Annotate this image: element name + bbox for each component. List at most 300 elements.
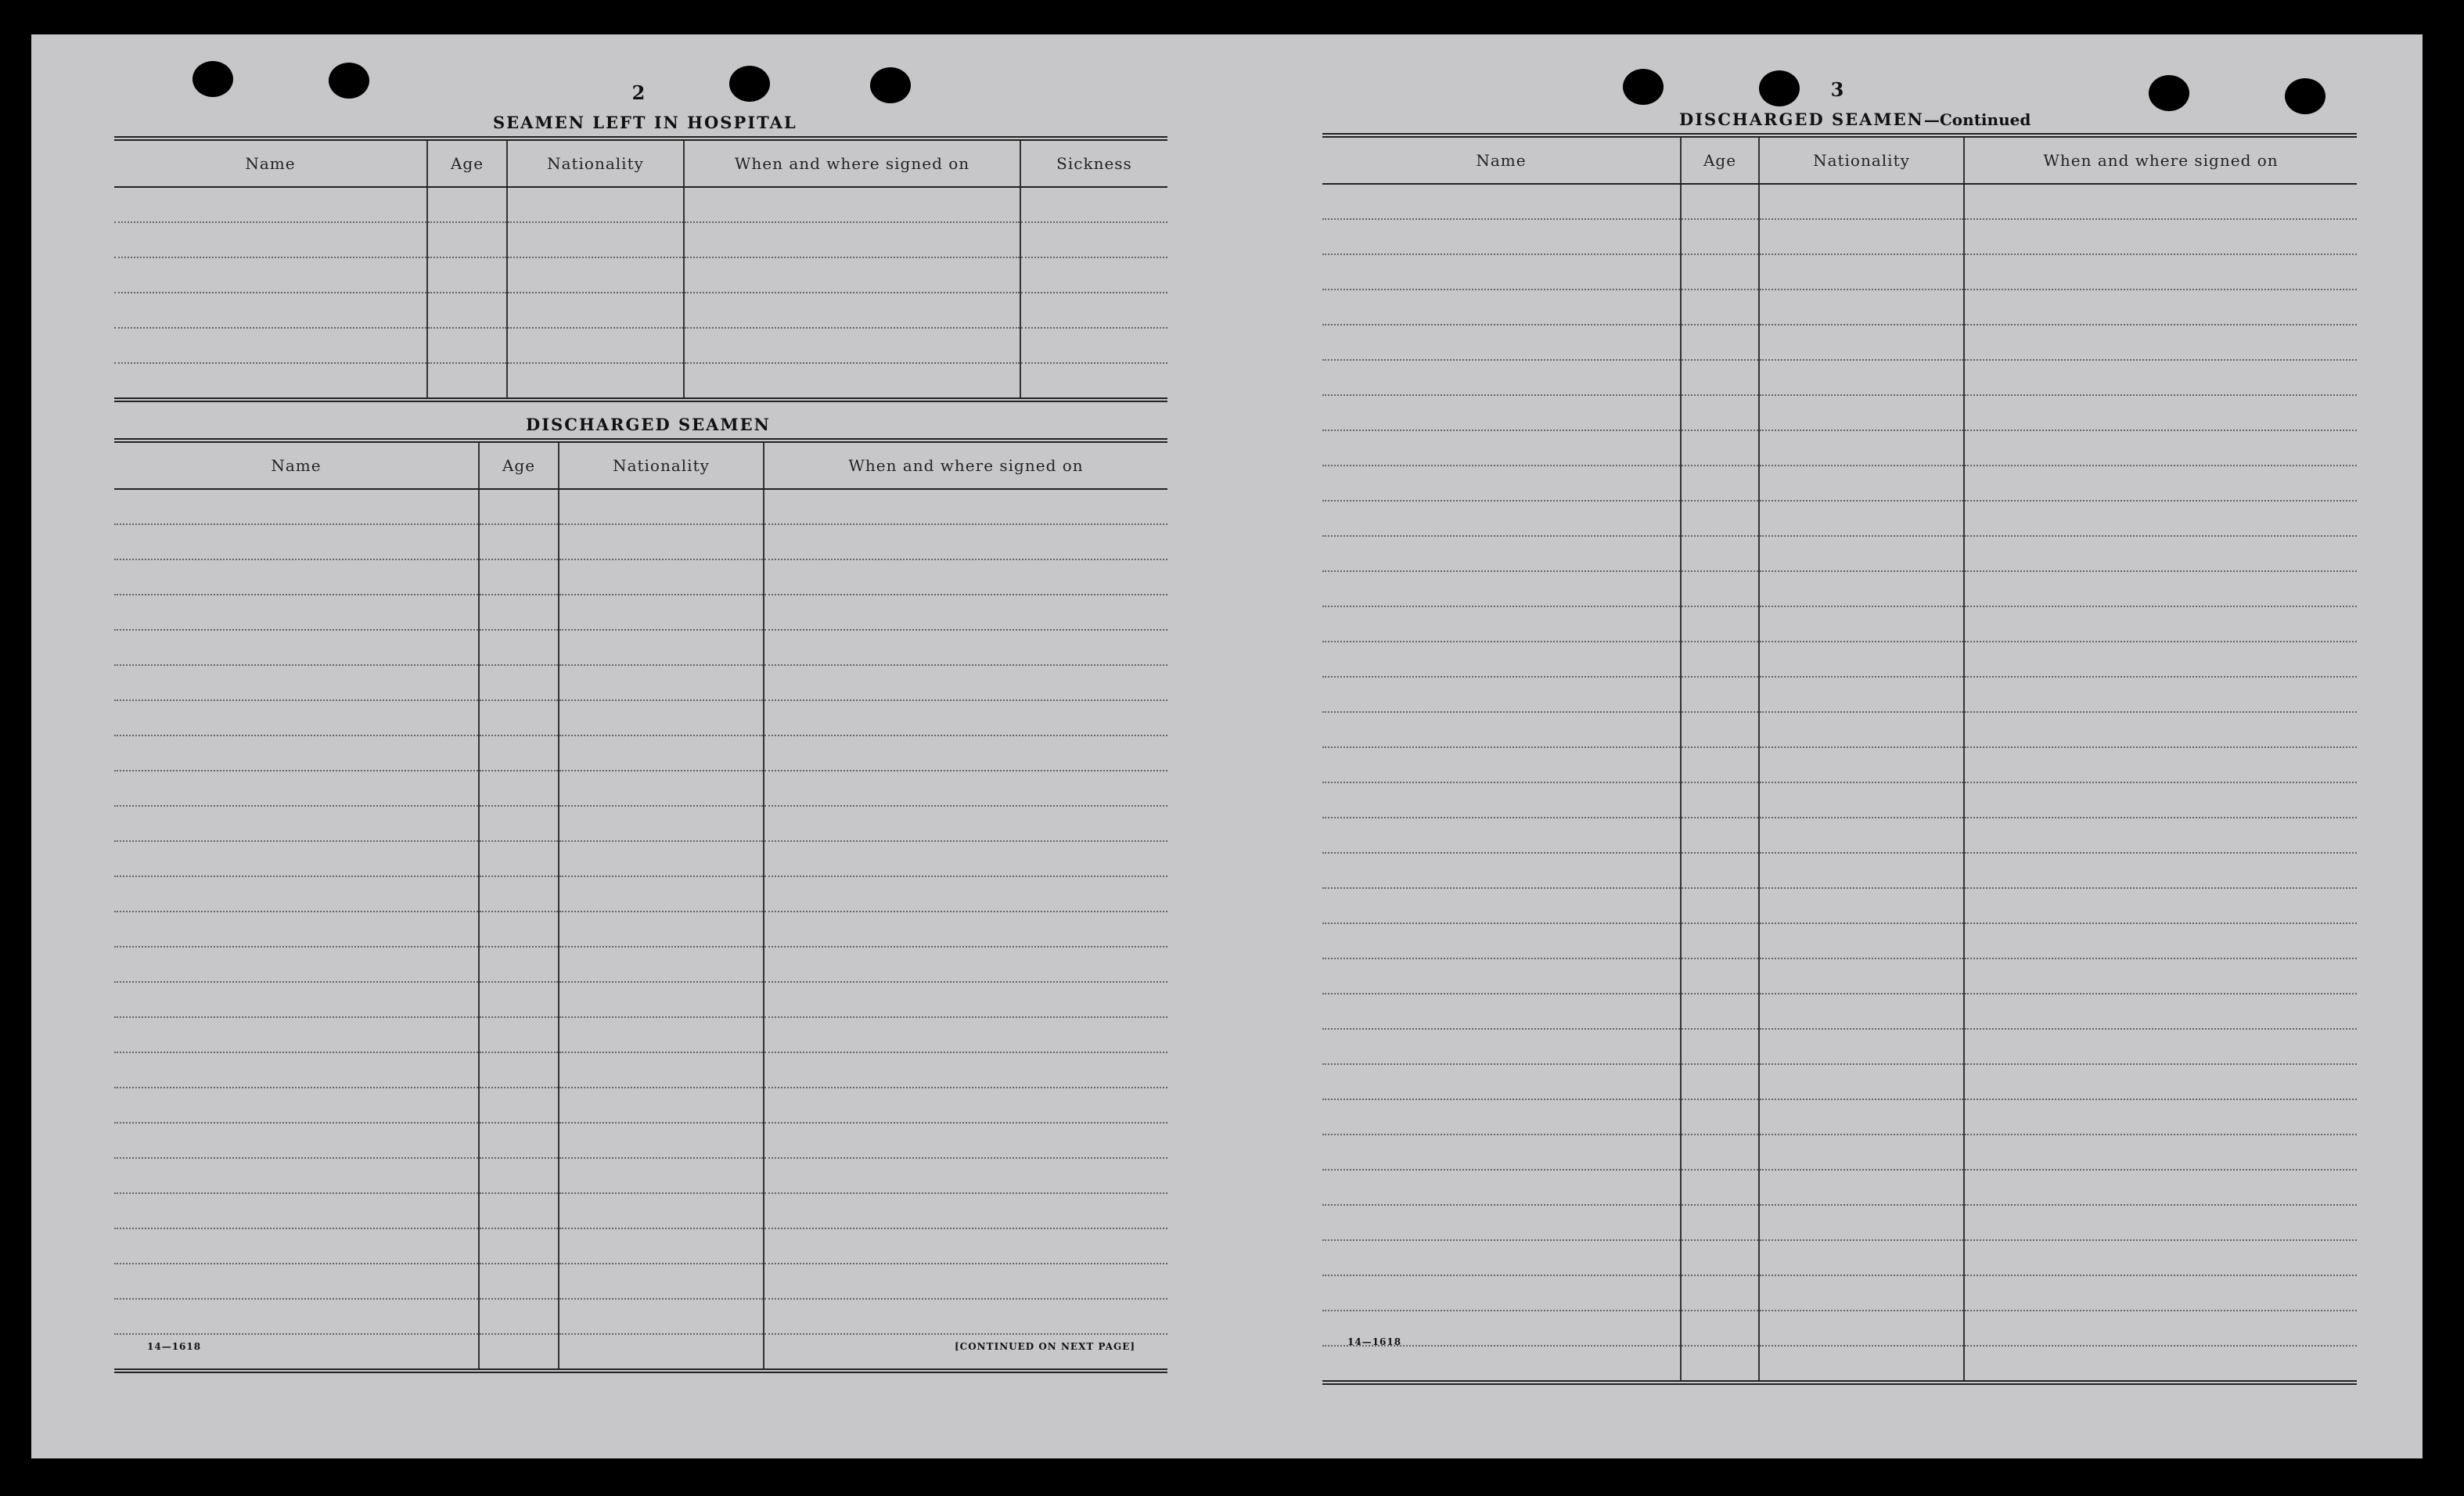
table-row	[1322, 1311, 2357, 1346]
table-row	[1322, 782, 2357, 818]
blank-cell	[559, 876, 764, 912]
column-header-signed-on: When and where signed on	[1964, 138, 2357, 184]
blank-cell	[114, 1264, 479, 1299]
discharged-continued-table	[1322, 133, 2357, 1385]
blank-cell	[1964, 1099, 2357, 1135]
punch-hole	[329, 63, 369, 99]
blank-cell	[1681, 184, 1759, 219]
blank-cell	[114, 559, 479, 595]
blank-cell	[1322, 818, 1681, 853]
blank-cell	[1759, 747, 1964, 782]
punch-hole	[1623, 69, 1664, 105]
blank-cell	[1681, 1205, 1759, 1240]
blank-cell	[1759, 219, 1964, 254]
blank-cell	[1759, 536, 1964, 571]
blank-cell	[114, 1017, 479, 1052]
blank-cell	[1020, 293, 1167, 328]
blank-cell	[1020, 222, 1167, 257]
blank-cell	[1964, 606, 2357, 642]
blank-cell	[764, 735, 1167, 771]
blank-cell	[1681, 888, 1759, 923]
blank-cell	[1681, 923, 1759, 958]
column-header-nationality: Nationality	[559, 443, 764, 489]
column-header-signed-on: When and where signed on	[684, 141, 1020, 187]
table-row	[114, 1193, 1167, 1228]
blank-cell	[1759, 642, 1964, 677]
blank-cell	[1681, 958, 1759, 994]
blank-cell	[1759, 853, 1964, 888]
blank-cell	[1964, 395, 2357, 430]
blank-cell	[1322, 1064, 1681, 1099]
table-row	[114, 559, 1167, 595]
table-row	[1322, 923, 2357, 958]
column-header-sickness: Sickness	[1020, 141, 1167, 187]
blank-cell	[1681, 677, 1759, 712]
blank-cell	[1322, 1029, 1681, 1064]
ledger-sheet	[31, 34, 2423, 1458]
table-row	[1322, 994, 2357, 1029]
blank-cell	[1681, 466, 1759, 501]
blank-cell	[1322, 1240, 1681, 1275]
table-row	[114, 524, 1167, 559]
blank-cell	[427, 257, 507, 293]
blank-cell	[1681, 782, 1759, 818]
blank-cell	[1322, 184, 1681, 219]
table-row	[1322, 1275, 2357, 1311]
blank-cell	[1759, 501, 1964, 536]
column-header-age: Age	[479, 443, 559, 489]
blank-cell	[1322, 853, 1681, 888]
blank-cell	[684, 257, 1020, 293]
blank-cell	[479, 1123, 559, 1158]
table-row	[114, 1088, 1167, 1123]
table-row	[1322, 430, 2357, 466]
blank-cell	[764, 912, 1167, 947]
blank-cell	[1322, 994, 1681, 1029]
table-row	[114, 1052, 1167, 1088]
table-row	[114, 187, 1167, 222]
table-row	[1322, 184, 2357, 219]
blank-cell	[114, 982, 479, 1017]
form-number-left: 14—1618	[147, 1341, 202, 1352]
blank-cell	[1681, 1029, 1759, 1064]
blank-cell	[1964, 289, 2357, 325]
blank-cell	[1759, 360, 1964, 395]
blank-cell	[1759, 818, 1964, 853]
blank-cell	[1964, 501, 2357, 536]
blank-cell	[507, 222, 684, 257]
blank-cell	[1759, 888, 1964, 923]
blank-cell	[427, 363, 507, 397]
blank-cell	[114, 293, 427, 328]
table-row	[114, 1228, 1167, 1264]
blank-cell	[479, 876, 559, 912]
blank-cell	[559, 1123, 764, 1158]
table-row	[1322, 1346, 2357, 1380]
blank-cell	[1681, 1170, 1759, 1205]
blank-cell	[1020, 328, 1167, 363]
blank-cell	[427, 293, 507, 328]
blank-cell	[1322, 1099, 1681, 1135]
punch-hole	[729, 66, 770, 102]
blank-cell	[1681, 1240, 1759, 1275]
hospital-table	[114, 136, 1167, 402]
table-row	[1322, 888, 2357, 923]
blank-cell	[427, 328, 507, 363]
blank-cell	[507, 187, 684, 222]
blank-cell	[1681, 395, 1759, 430]
blank-cell	[1759, 289, 1964, 325]
table-row	[1322, 747, 2357, 782]
table-row	[114, 912, 1167, 947]
table-row	[1322, 958, 2357, 994]
column-header-name: Name	[114, 141, 427, 187]
continued-note: [CONTINUED ON NEXT PAGE]	[955, 1341, 1136, 1352]
blank-cell	[1322, 466, 1681, 501]
table-row	[1322, 1135, 2357, 1170]
blank-cell	[1681, 853, 1759, 888]
blank-cell	[1759, 782, 1964, 818]
blank-cell	[764, 806, 1167, 841]
blank-cell	[1322, 501, 1681, 536]
blank-cell	[764, 1017, 1167, 1052]
table-row	[1322, 501, 2357, 536]
discharged-continued-suffix: —Continued	[1923, 110, 2031, 129]
blank-cell	[559, 489, 764, 524]
blank-cell	[559, 947, 764, 982]
blank-cell	[764, 630, 1167, 665]
blank-cell	[1681, 1064, 1759, 1099]
blank-cell	[1964, 853, 2357, 888]
blank-cell	[114, 363, 427, 397]
table-row	[114, 665, 1167, 700]
blank-cell	[764, 1158, 1167, 1193]
blank-cell	[479, 559, 559, 595]
table-row	[1322, 1205, 2357, 1240]
table-row	[114, 293, 1167, 328]
blank-cell	[479, 1334, 559, 1368]
blank-cell	[479, 595, 559, 630]
blank-cell	[114, 489, 479, 524]
blank-cell	[1759, 184, 1964, 219]
blank-cell	[1964, 1240, 2357, 1275]
table-row	[114, 328, 1167, 363]
blank-cell	[507, 293, 684, 328]
blank-cell	[559, 982, 764, 1017]
blank-cell	[1020, 187, 1167, 222]
blank-cell	[1681, 1311, 1759, 1346]
table-row	[114, 363, 1167, 397]
blank-cell	[1681, 430, 1759, 466]
blank-cell	[559, 1228, 764, 1264]
blank-cell	[764, 1123, 1167, 1158]
table-row	[1322, 1099, 2357, 1135]
table-row	[114, 735, 1167, 771]
table-row	[114, 489, 1167, 524]
table-row	[1322, 360, 2357, 395]
blank-cell	[479, 771, 559, 806]
blank-cell	[114, 841, 479, 876]
blank-cell	[764, 1264, 1167, 1299]
blank-cell	[1322, 219, 1681, 254]
table-row	[1322, 219, 2357, 254]
page-number-right: 3	[1830, 78, 1844, 101]
blank-cell	[559, 735, 764, 771]
blank-cell	[1681, 1346, 1759, 1380]
punch-hole	[2285, 78, 2326, 114]
blank-cell	[1759, 1170, 1964, 1205]
blank-cell	[1964, 958, 2357, 994]
blank-cell	[1322, 571, 1681, 606]
discharged-continued-title	[1679, 110, 2031, 129]
blank-cell	[1681, 818, 1759, 853]
blank-cell	[559, 771, 764, 806]
blank-cell	[1964, 1064, 2357, 1099]
blank-cell	[114, 595, 479, 630]
discharged-continued-title-main: DISCHARGED SEAMEN	[1679, 110, 1924, 129]
blank-cell	[559, 595, 764, 630]
blank-cell	[1681, 325, 1759, 360]
blank-cell	[559, 1264, 764, 1299]
blank-cell	[1759, 1346, 1964, 1380]
blank-cell	[764, 524, 1167, 559]
hospital-section-title: SEAMEN LEFT IN HOSPITAL	[493, 113, 797, 132]
blank-cell	[1964, 1275, 2357, 1311]
blank-cell	[1322, 888, 1681, 923]
blank-cell	[114, 665, 479, 700]
blank-cell	[1681, 712, 1759, 747]
blank-cell	[1322, 958, 1681, 994]
blank-cell	[114, 1193, 479, 1228]
blank-cell	[1759, 994, 1964, 1029]
blank-cell	[1322, 254, 1681, 289]
table-row	[114, 630, 1167, 665]
table-row	[114, 1123, 1167, 1158]
blank-cell	[1681, 501, 1759, 536]
punch-hole	[2149, 75, 2189, 111]
blank-cell	[1964, 747, 2357, 782]
blank-cell	[479, 1017, 559, 1052]
blank-cell	[114, 771, 479, 806]
column-header-name: Name	[1322, 138, 1681, 184]
blank-cell	[1322, 360, 1681, 395]
blank-cell	[1759, 1240, 1964, 1275]
blank-cell	[559, 1334, 764, 1368]
blank-cell	[507, 257, 684, 293]
punch-hole	[870, 67, 911, 103]
blank-cell	[684, 293, 1020, 328]
blank-cell	[1681, 571, 1759, 606]
blank-cell	[1322, 536, 1681, 571]
blank-cell	[1020, 363, 1167, 397]
blank-cell	[559, 1193, 764, 1228]
blank-cell	[1964, 184, 2357, 219]
blank-cell	[1964, 888, 2357, 923]
blank-cell	[684, 328, 1020, 363]
blank-cell	[1322, 642, 1681, 677]
table-row	[1322, 642, 2357, 677]
blank-cell	[1964, 360, 2357, 395]
blank-cell	[479, 1228, 559, 1264]
table-row	[114, 257, 1167, 293]
blank-cell	[479, 524, 559, 559]
blank-cell	[1322, 606, 1681, 642]
table-row	[114, 876, 1167, 912]
punch-hole	[192, 61, 233, 97]
blank-cell	[1759, 1064, 1964, 1099]
blank-cell	[1681, 642, 1759, 677]
blank-cell	[559, 524, 764, 559]
blank-cell	[1964, 430, 2357, 466]
blank-cell	[1759, 571, 1964, 606]
blank-cell	[1964, 642, 2357, 677]
blank-cell	[114, 257, 427, 293]
blank-cell	[1759, 712, 1964, 747]
blank-cell	[1964, 1346, 2357, 1380]
column-header-age: Age	[1681, 138, 1759, 184]
blank-cell	[479, 1052, 559, 1088]
blank-cell	[114, 1228, 479, 1264]
blank-cell	[114, 1052, 479, 1088]
blank-cell	[1681, 747, 1759, 782]
blank-cell	[427, 222, 507, 257]
blank-cell	[114, 1299, 479, 1334]
blank-cell	[1759, 1205, 1964, 1240]
table-row	[1322, 606, 2357, 642]
blank-cell	[1759, 254, 1964, 289]
blank-cell	[1020, 257, 1167, 293]
blank-cell	[559, 1158, 764, 1193]
blank-cell	[479, 947, 559, 982]
table-row	[114, 1158, 1167, 1193]
blank-cell	[1322, 923, 1681, 958]
blank-cell	[1964, 1029, 2357, 1064]
blank-cell	[1759, 395, 1964, 430]
blank-cell	[1964, 571, 2357, 606]
blank-cell	[764, 595, 1167, 630]
blank-cell	[1322, 430, 1681, 466]
blank-cell	[559, 1052, 764, 1088]
blank-cell	[114, 700, 479, 735]
blank-cell	[1964, 325, 2357, 360]
blank-cell	[1759, 958, 1964, 994]
blank-cell	[559, 630, 764, 665]
blank-cell	[1964, 466, 2357, 501]
blank-cell	[1964, 1170, 2357, 1205]
blank-cell	[559, 841, 764, 876]
page-number-left: 2	[631, 81, 646, 104]
blank-cell	[764, 771, 1167, 806]
blank-cell	[479, 841, 559, 876]
table-row	[1322, 818, 2357, 853]
blank-cell	[479, 1264, 559, 1299]
blank-cell	[1759, 1311, 1964, 1346]
blank-cell	[114, 630, 479, 665]
table-row	[1322, 571, 2357, 606]
table-row	[114, 595, 1167, 630]
blank-cell	[1681, 536, 1759, 571]
blank-cell	[1759, 1099, 1964, 1135]
blank-cell	[1759, 1275, 1964, 1311]
blank-cell	[764, 700, 1167, 735]
blank-cell	[479, 1193, 559, 1228]
blank-cell	[1322, 747, 1681, 782]
table-row	[114, 222, 1167, 257]
column-header-nationality: Nationality	[507, 141, 684, 187]
blank-cell	[114, 947, 479, 982]
blank-cell	[1322, 1135, 1681, 1170]
blank-cell	[764, 1088, 1167, 1123]
blank-cell	[1322, 1275, 1681, 1311]
blank-cell	[559, 700, 764, 735]
table-row	[114, 1299, 1167, 1334]
blank-cell	[1322, 782, 1681, 818]
blank-cell	[1759, 923, 1964, 958]
table-row	[114, 1017, 1167, 1052]
blank-cell	[1681, 1135, 1759, 1170]
blank-cell	[764, 947, 1167, 982]
discharged-table	[114, 438, 1167, 1373]
blank-cell	[114, 328, 427, 363]
blank-cell	[114, 735, 479, 771]
table-row	[1322, 1240, 2357, 1275]
table-row	[114, 841, 1167, 876]
blank-cell	[479, 1088, 559, 1123]
blank-cell	[1964, 536, 2357, 571]
table-row	[1322, 1170, 2357, 1205]
blank-cell	[1964, 994, 2357, 1029]
table-row	[1322, 254, 2357, 289]
blank-cell	[1681, 219, 1759, 254]
blank-cell	[1759, 325, 1964, 360]
blank-cell	[1681, 1099, 1759, 1135]
column-header-name: Name	[114, 443, 479, 489]
blank-cell	[559, 1088, 764, 1123]
blank-cell	[684, 363, 1020, 397]
blank-cell	[114, 876, 479, 912]
blank-cell	[479, 665, 559, 700]
blank-cell	[1322, 325, 1681, 360]
blank-cell	[479, 700, 559, 735]
blank-cell	[479, 912, 559, 947]
table-row	[1322, 395, 2357, 430]
blank-cell	[1681, 606, 1759, 642]
blank-cell	[764, 1228, 1167, 1264]
table-row	[1322, 325, 2357, 360]
blank-cell	[1964, 818, 2357, 853]
blank-cell	[114, 524, 479, 559]
blank-cell	[764, 559, 1167, 595]
blank-cell	[559, 912, 764, 947]
table-row	[114, 700, 1167, 735]
blank-cell	[114, 1088, 479, 1123]
blank-cell	[1964, 1311, 2357, 1346]
blank-cell	[114, 187, 427, 222]
blank-cell	[559, 1017, 764, 1052]
blank-cell	[1759, 430, 1964, 466]
blank-cell	[1322, 395, 1681, 430]
blank-cell	[1322, 1170, 1681, 1205]
table-row	[114, 1264, 1167, 1299]
table-row	[114, 806, 1167, 841]
blank-cell	[1964, 677, 2357, 712]
blank-cell	[427, 187, 507, 222]
punch-hole	[1759, 70, 1800, 106]
table-row	[1322, 853, 2357, 888]
blank-cell	[1322, 1205, 1681, 1240]
blank-cell	[559, 1299, 764, 1334]
blank-cell	[1964, 1205, 2357, 1240]
